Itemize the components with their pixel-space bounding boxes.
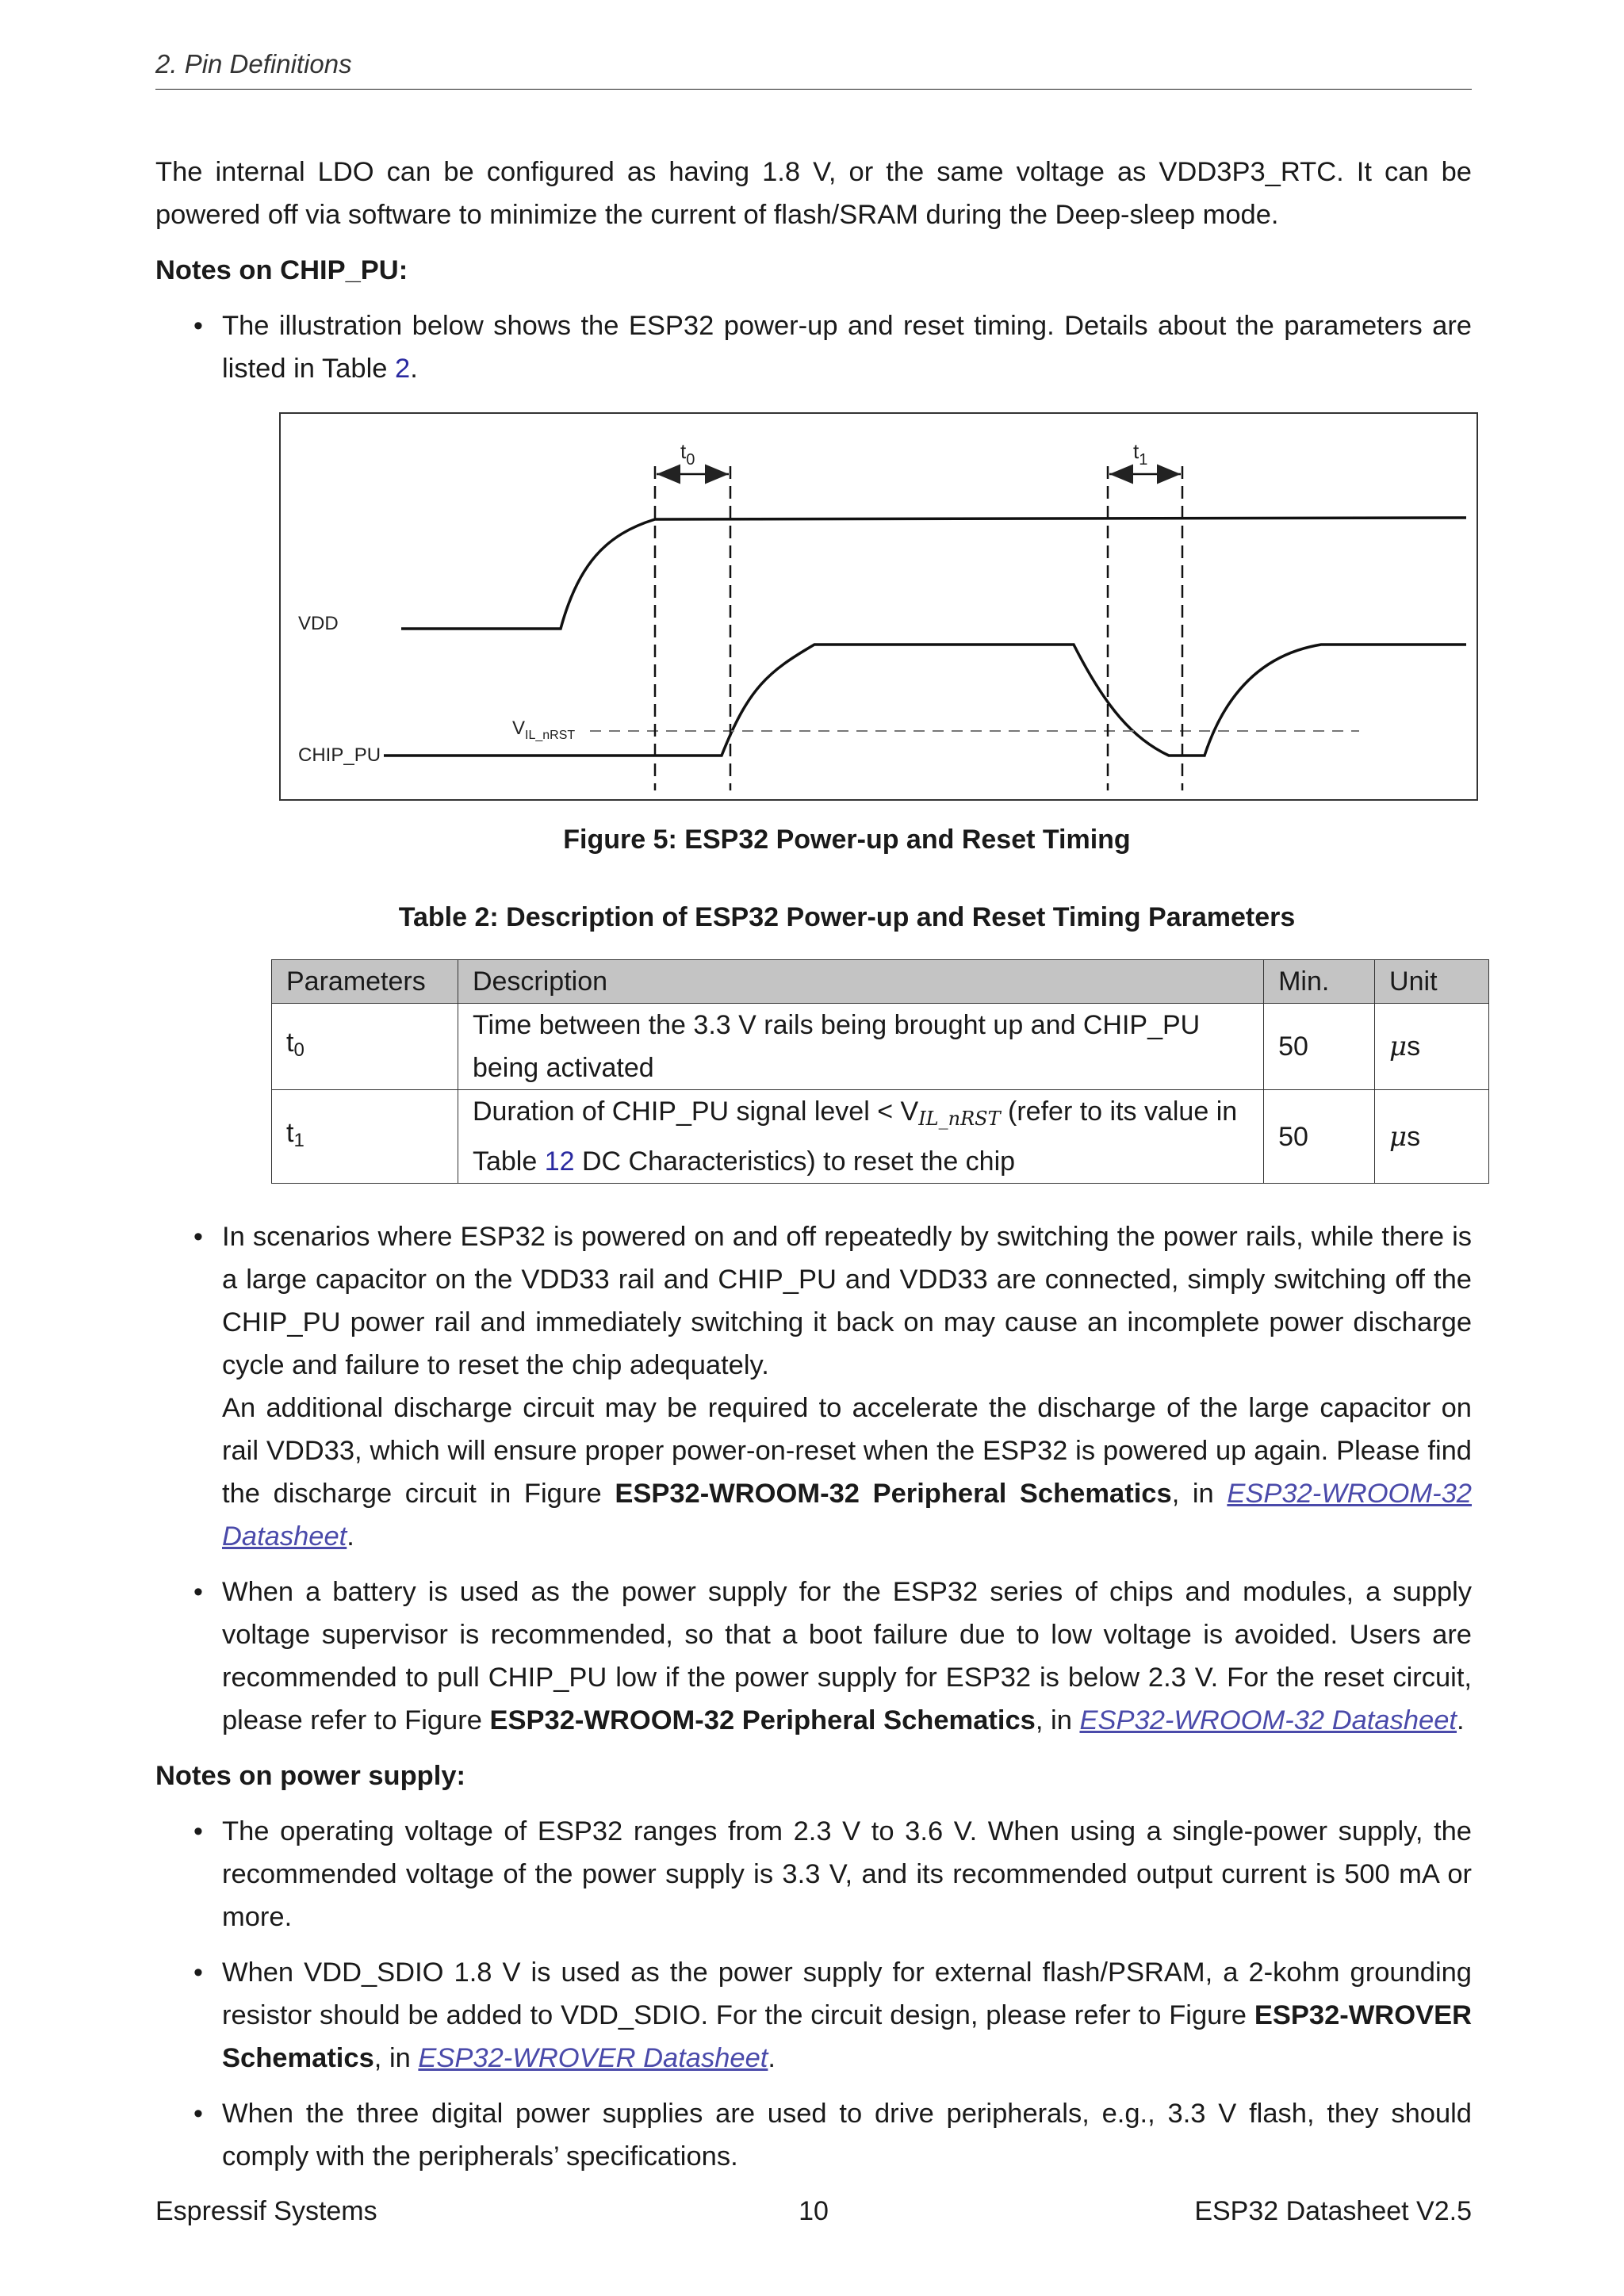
list-item <box>155 1215 1472 1558</box>
list-item <box>155 304 1472 1184</box>
param-cell: $t_1$ <box>272 1090 458 1184</box>
min-cell: 50 <box>1264 1090 1375 1184</box>
figure-caption: Figure 5: ESP32 Power-up and Reset Timing <box>563 825 1131 855</box>
timing-figure <box>279 412 1478 801</box>
power-supply-notes-heading: Notes on power supply: <box>155 1761 466 1791</box>
vdd-waveform <box>401 518 1466 629</box>
param-cell: $t_0$ <box>272 1004 458 1090</box>
table-row <box>272 1090 1489 1184</box>
footer-company: Espressif Systems <box>155 2196 377 2226</box>
footer-doc-title: ESP32 Datasheet V2.5 <box>1194 2196 1472 2226</box>
column-header: Min. <box>1264 960 1375 1004</box>
unit-cell: μs <box>1375 1004 1489 1090</box>
column-header: Parameters <box>272 960 458 1004</box>
running-header: 2. Pin Definitions <box>155 49 1472 90</box>
list-item: • When a battery is used as the power supply for the ESP32 series of chips and modules, a supply voltage supervisor is recommended, so that a boot failure due to low voltage is avoided. Users are recommended to pull CHIP_PU low if the power supply for ESP32 is below 2.3 V. For the reset circuit, please refer to Figure ESP32-WROOM-32 Peripheral Schematics, in ESP32-WROOM-32 Datasheet. <box>155 1571 1472 1742</box>
chip-pu-notes-heading: Notes on CHIP_PU: <box>155 255 408 285</box>
bullet-paragraph: An additional discharge circuit may be required to accelerate the discharge of the large capacitor on rail VDD33, which will ensure proper power-on-reset when the ESP32 is powered up again. Please find the discharge circuit in Figure ESP32-WROOM-32 Peripheral Schematics, in ESP32-WROOM-32 Datasheet. <box>222 1393 1472 1552</box>
table-12-link[interactable]: 12 <box>544 1146 575 1177</box>
page-content <box>155 151 1472 2191</box>
min-cell: 50 <box>1264 1004 1375 1090</box>
bullet-text: The illustration below shows the ESP32 power-up and reset timing. Details about the parameters are listed in Table <box>222 311 1472 384</box>
timing-parameters-table <box>271 959 1489 1184</box>
page-footer <box>155 2196 1472 2231</box>
power-supply-notes-list <box>155 1810 1472 2178</box>
vdd-label: VDD <box>298 613 339 634</box>
esp32-wroom-32-datasheet-link[interactable]: ESP32-WROOM-32 Datasheet <box>222 1479 1472 1552</box>
list-item: • When the three digital power supplies are used to drive peripherals, e.g., 3.3 V flash, they should comply with the peripherals’ specifications. <box>155 2092 1472 2178</box>
list-item: • When VDD_SDIO 1.8 V is used as the power supply for external flash/PSRAM, a 2-kohm grounding resistor should be added to VDD_SDIO. For the circuit design, please refer to Figure ESP32-WROVER Schematics, in ESP32-WROVER Datasheet. <box>155 1951 1472 2080</box>
t1-label: $t_1$ <box>1133 439 1148 469</box>
intro-paragraph: The internal LDO can be configured as having 1.8 V, or the same voltage as VDD3P3_RTC. It can be powered off via software to minimize the current of flash/SRAM during the Deep-sleep mode. <box>155 157 1472 230</box>
esp32-wroom-32-datasheet-link[interactable]: ESP32-WROOM-32 Datasheet <box>1079 1705 1457 1735</box>
esp32-wrover-datasheet-link[interactable]: ESP32-WROVER Datasheet <box>418 2043 768 2073</box>
bullet-text-end: . <box>410 354 418 384</box>
list-item: • The operating voltage of ESP32 ranges from 2.3 V to 3.6 V. When using a single-power supply, the recommended voltage of the power supply is 3.3 V, and its recommended output current is 500 mA or more. <box>155 1810 1472 1938</box>
chip-pu-label: CHIP_PU <box>298 744 381 766</box>
table-caption: Table 2: Description of ESP32 Power-up and Reset Timing Parameters <box>398 902 1296 932</box>
page-number: 10 <box>799 2196 829 2226</box>
table-header-row <box>272 960 1489 1004</box>
vil-nrst-label: $V_{IL\_nRST}$ <box>512 718 576 742</box>
column-header: Description <box>458 960 1263 1004</box>
bullet-paragraph: • In scenarios where ESP32 is powered on and off repeatedly by switching the power rails, while there is a large capacitor on the VDD33 rail and CHIP_PU and VDD33 are connected, simply switching off the CHIP_PU power rail and immediately switching it back on may cause an incomplete power discharge cycle and failure to reset the chip adequately. <box>222 1222 1472 1380</box>
timing-diagram <box>281 414 1480 802</box>
description-cell: Time between the 3.3 V rails being brought up and CHIP_PU being activated <box>458 1004 1263 1090</box>
description-cell: Duration of CHIP_PU signal level < $V_{IL\_nRST}$ (refer to its value in Table 12 DC Characteristics) to reset the chip <box>458 1090 1263 1184</box>
table-row <box>272 1004 1489 1090</box>
unit-cell: μs <box>1375 1090 1489 1184</box>
t0-label: $t_0$ <box>680 439 695 469</box>
chip-pu-notes-list <box>155 304 1472 1742</box>
table-2-link[interactable]: 2 <box>395 354 411 384</box>
column-header: Unit <box>1375 960 1489 1004</box>
